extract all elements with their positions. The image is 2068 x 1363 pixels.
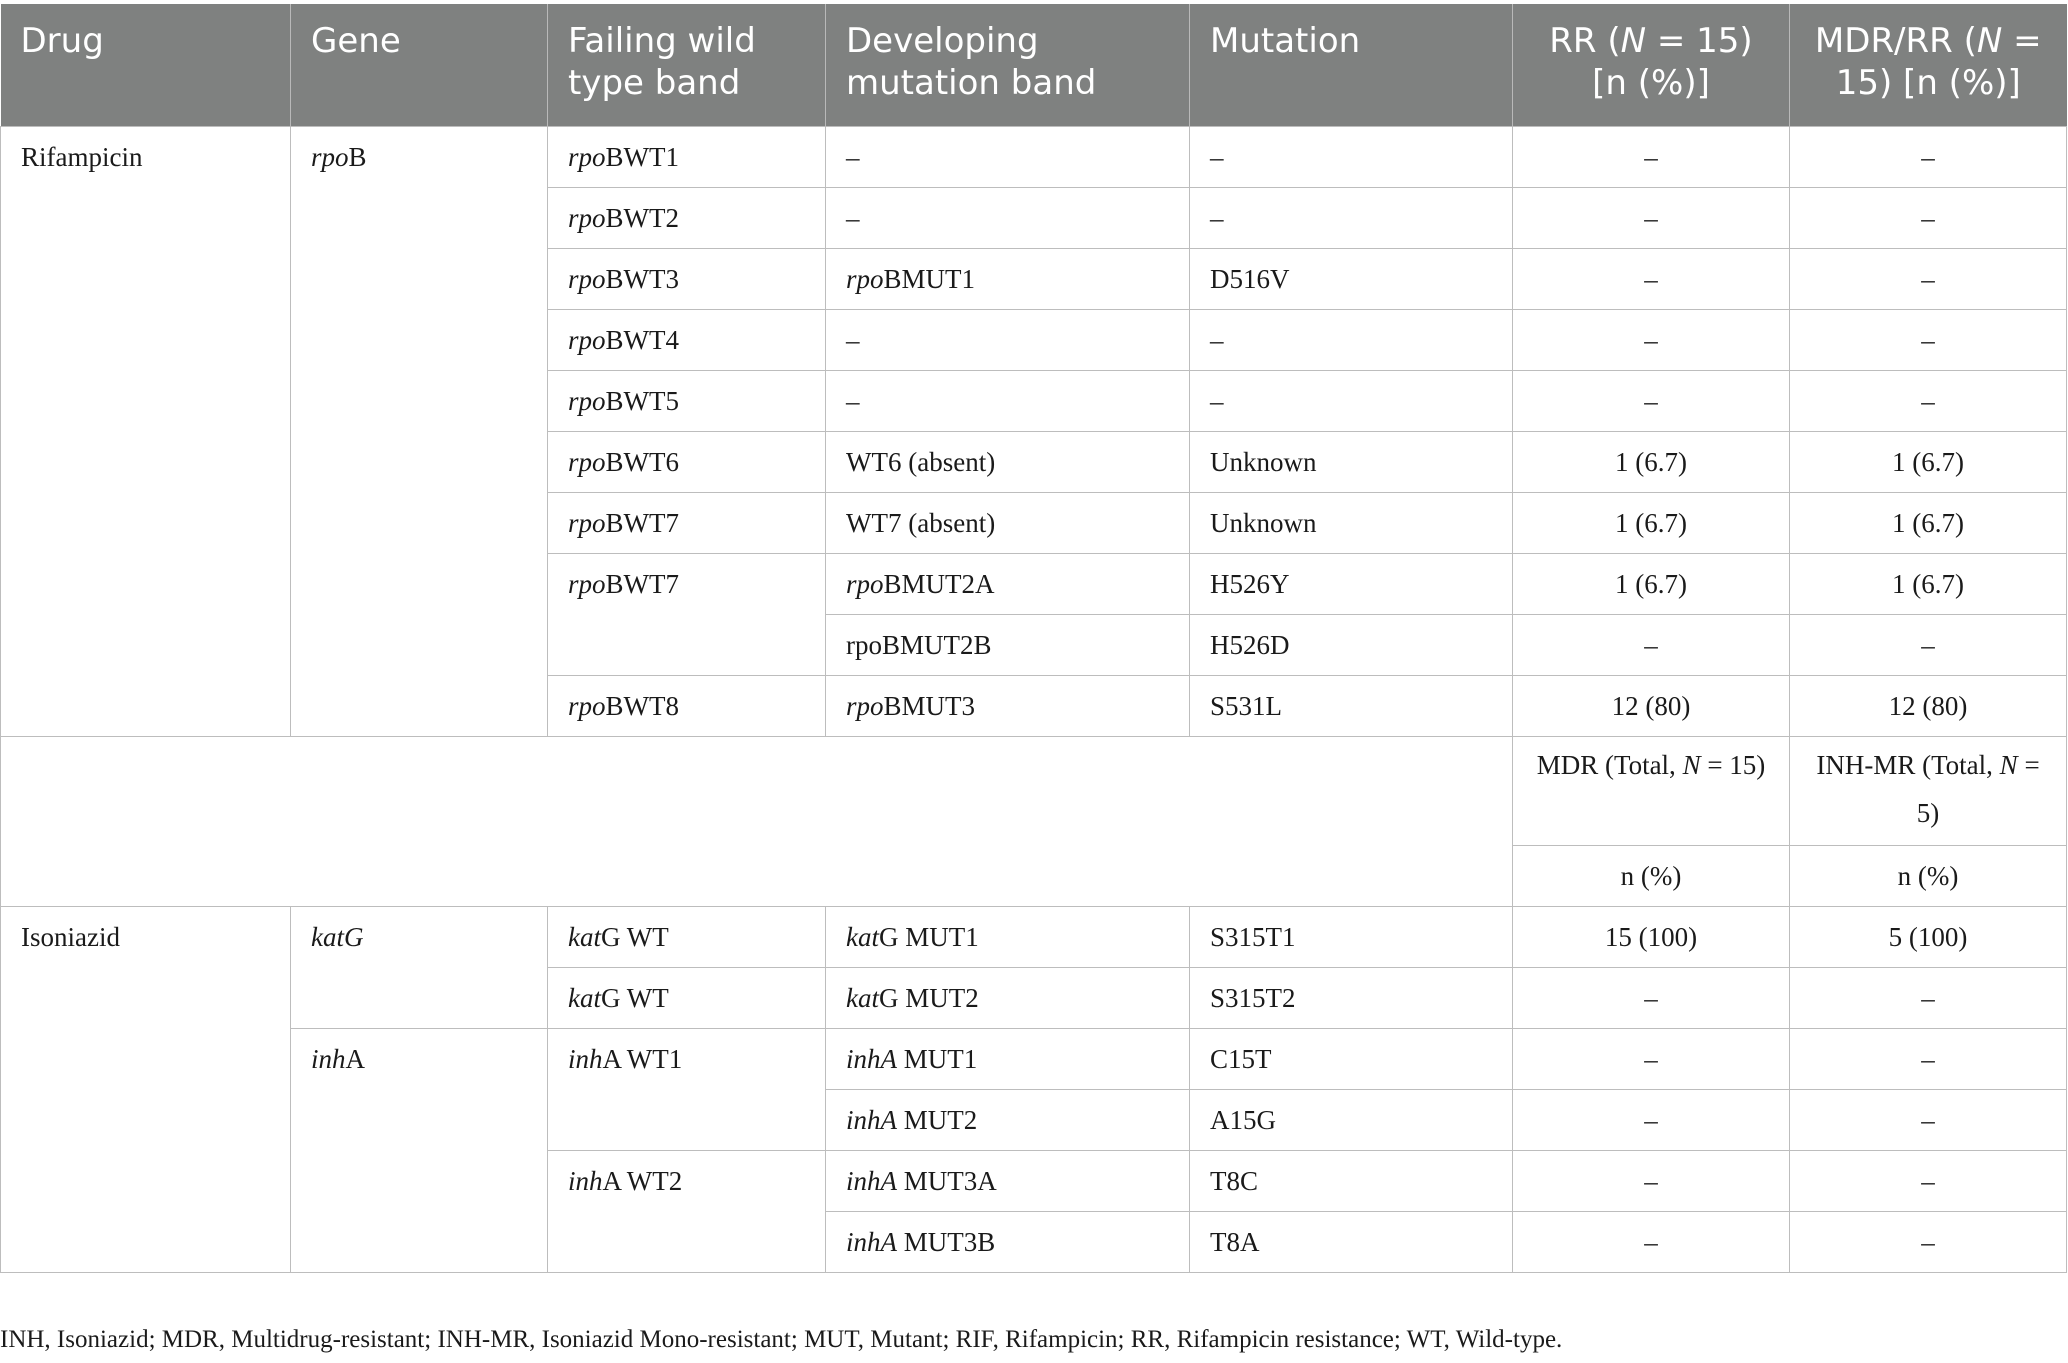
mdr-cell: –: [1513, 1089, 1790, 1150]
mdr-cell: –: [1513, 1028, 1790, 1089]
wt-band-cell: rpoBWT7: [548, 492, 826, 553]
mutation-cell: S315T1: [1190, 906, 1513, 967]
mutation-cell: –: [1190, 126, 1513, 187]
wt-band-cell: rpoBWT3: [548, 248, 826, 309]
inh-mr-cell: –: [1790, 1150, 2067, 1211]
mut-band-cell: rpoBMUT1: [826, 248, 1190, 309]
inh-mr-cell: –: [1790, 1028, 2067, 1089]
header-drug: Drug: [1, 4, 291, 126]
mut-band-cell: inhA MUT1: [826, 1028, 1190, 1089]
mutation-cell: Unknown: [1190, 431, 1513, 492]
header-developing-mutation-band: Developing mutation band: [826, 4, 1190, 126]
mutation-cell: S315T2: [1190, 967, 1513, 1028]
mutation-cell: H526D: [1190, 614, 1513, 675]
mdr-rr-cell: 1 (6.7): [1790, 492, 2067, 553]
subheader-blank: [1, 736, 1513, 906]
mdr-rr-cell: 1 (6.7): [1790, 553, 2067, 614]
drug-cell-rifampicin: Rifampicin: [1, 126, 291, 736]
mut-band-cell: katG MUT1: [826, 906, 1190, 967]
rr-cell: –: [1513, 248, 1790, 309]
table-footnote: INH, Isoniazid; MDR, Multidrug-resistant; INH-MR, Isoniazid Mono-resistant; MUT, Mutant; RIF, Rifampicin; RR, Rifampicin resistance; WT, Wild-type.: [0, 1326, 1563, 1353]
mutation-cell: –: [1190, 370, 1513, 431]
mutation-cell: D516V: [1190, 248, 1513, 309]
mut-band-cell: –: [826, 370, 1190, 431]
mdr-rr-cell: –: [1790, 187, 2067, 248]
mut-band-cell: –: [826, 187, 1190, 248]
mutation-cell: T8C: [1190, 1150, 1513, 1211]
mutation-cell: Unknown: [1190, 492, 1513, 553]
header-rr: RR (N = 15) [n (%)]: [1513, 4, 1790, 126]
rr-cell: 1 (6.7): [1513, 492, 1790, 553]
subheader-row: [1, 736, 2067, 845]
subheader-unit-inh: n (%): [1790, 845, 2067, 906]
gene-cell-inha: inhA: [291, 1028, 548, 1272]
inh-mr-cell: 5 (100): [1790, 906, 2067, 967]
header-gene: Gene: [291, 4, 548, 126]
subheader-inh-mr-total: INH-MR (Total, N = 5): [1790, 736, 2067, 845]
mut-band-cell: –: [826, 309, 1190, 370]
mdr-rr-cell: –: [1790, 370, 2067, 431]
resistance-mutation-table: [0, 4, 2067, 1273]
drug-cell-isoniazid: Isoniazid: [1, 906, 291, 1272]
rr-cell: –: [1513, 370, 1790, 431]
mdr-cell: –: [1513, 967, 1790, 1028]
mut-band-cell: inhA MUT2: [826, 1089, 1190, 1150]
mut-band-cell: WT7 (absent): [826, 492, 1190, 553]
mut-band-cell: rpoBMUT2B: [826, 614, 1190, 675]
wt-band-cell: katG WT: [548, 967, 826, 1028]
mutation-cell: A15G: [1190, 1089, 1513, 1150]
mutation-cell: T8A: [1190, 1211, 1513, 1272]
header-row: [1, 4, 2067, 126]
gene-cell-rpob: rpoB: [291, 126, 548, 736]
mdr-cell: 15 (100): [1513, 906, 1790, 967]
wt-band-cell: rpoBWT2: [548, 187, 826, 248]
mdr-rr-cell: 12 (80): [1790, 675, 2067, 736]
wt-band-cell: rpoBWT1: [548, 126, 826, 187]
wt-band-cell: katG WT: [548, 906, 826, 967]
mutation-cell: C15T: [1190, 1028, 1513, 1089]
mdr-rr-cell: –: [1790, 614, 2067, 675]
header-mdr-rr: MDR/RR (N = 15) [n (%)]: [1790, 4, 2067, 126]
rr-cell: 12 (80): [1513, 675, 1790, 736]
mdr-rr-cell: –: [1790, 309, 2067, 370]
mutation-cell: –: [1190, 309, 1513, 370]
table-container: [0, 4, 2066, 1273]
mut-band-cell: rpoBMUT2A: [826, 553, 1190, 614]
mutation-cell: –: [1190, 187, 1513, 248]
mut-band-cell: katG MUT2: [826, 967, 1190, 1028]
wt-band-cell: inhA WT2: [548, 1150, 826, 1272]
mut-band-cell: –: [826, 126, 1190, 187]
mutation-cell: H526Y: [1190, 553, 1513, 614]
wt-band-cell: inhA WT1: [548, 1028, 826, 1150]
rr-cell: 1 (6.7): [1513, 431, 1790, 492]
header-failing-wild-type-band: Failing wild type band: [548, 4, 826, 126]
rr-cell: –: [1513, 614, 1790, 675]
rr-cell: –: [1513, 309, 1790, 370]
mdr-cell: –: [1513, 1211, 1790, 1272]
header-mutation: Mutation: [1190, 4, 1513, 126]
mut-band-cell: rpoBMUT3: [826, 675, 1190, 736]
rr-cell: 1 (6.7): [1513, 553, 1790, 614]
table-row: [1, 126, 2067, 187]
mdr-rr-cell: –: [1790, 248, 2067, 309]
table-row: [1, 906, 2067, 967]
inh-mr-cell: –: [1790, 1211, 2067, 1272]
mut-band-cell: inhA MUT3B: [826, 1211, 1190, 1272]
subheader-mdr-total: MDR (Total, N = 15): [1513, 736, 1790, 845]
mdr-rr-cell: 1 (6.7): [1790, 431, 2067, 492]
mdr-cell: –: [1513, 1150, 1790, 1211]
inh-mr-cell: –: [1790, 967, 2067, 1028]
mutation-cell: S531L: [1190, 675, 1513, 736]
table-row: [1, 1028, 2067, 1089]
inh-mr-cell: –: [1790, 1089, 2067, 1150]
rr-cell: –: [1513, 126, 1790, 187]
mdr-rr-cell: –: [1790, 126, 2067, 187]
mut-band-cell: inhA MUT3A: [826, 1150, 1190, 1211]
wt-band-cell: rpoBWT6: [548, 431, 826, 492]
wt-band-cell: rpoBWT5: [548, 370, 826, 431]
wt-band-cell: rpoBWT4: [548, 309, 826, 370]
mut-band-cell: WT6 (absent): [826, 431, 1190, 492]
wt-band-cell: rpoBWT8: [548, 675, 826, 736]
rr-cell: –: [1513, 187, 1790, 248]
gene-cell-katg: katG: [291, 906, 548, 1028]
subheader-unit-mdr: n (%): [1513, 845, 1790, 906]
wt-band-cell: rpoBWT7: [548, 553, 826, 675]
